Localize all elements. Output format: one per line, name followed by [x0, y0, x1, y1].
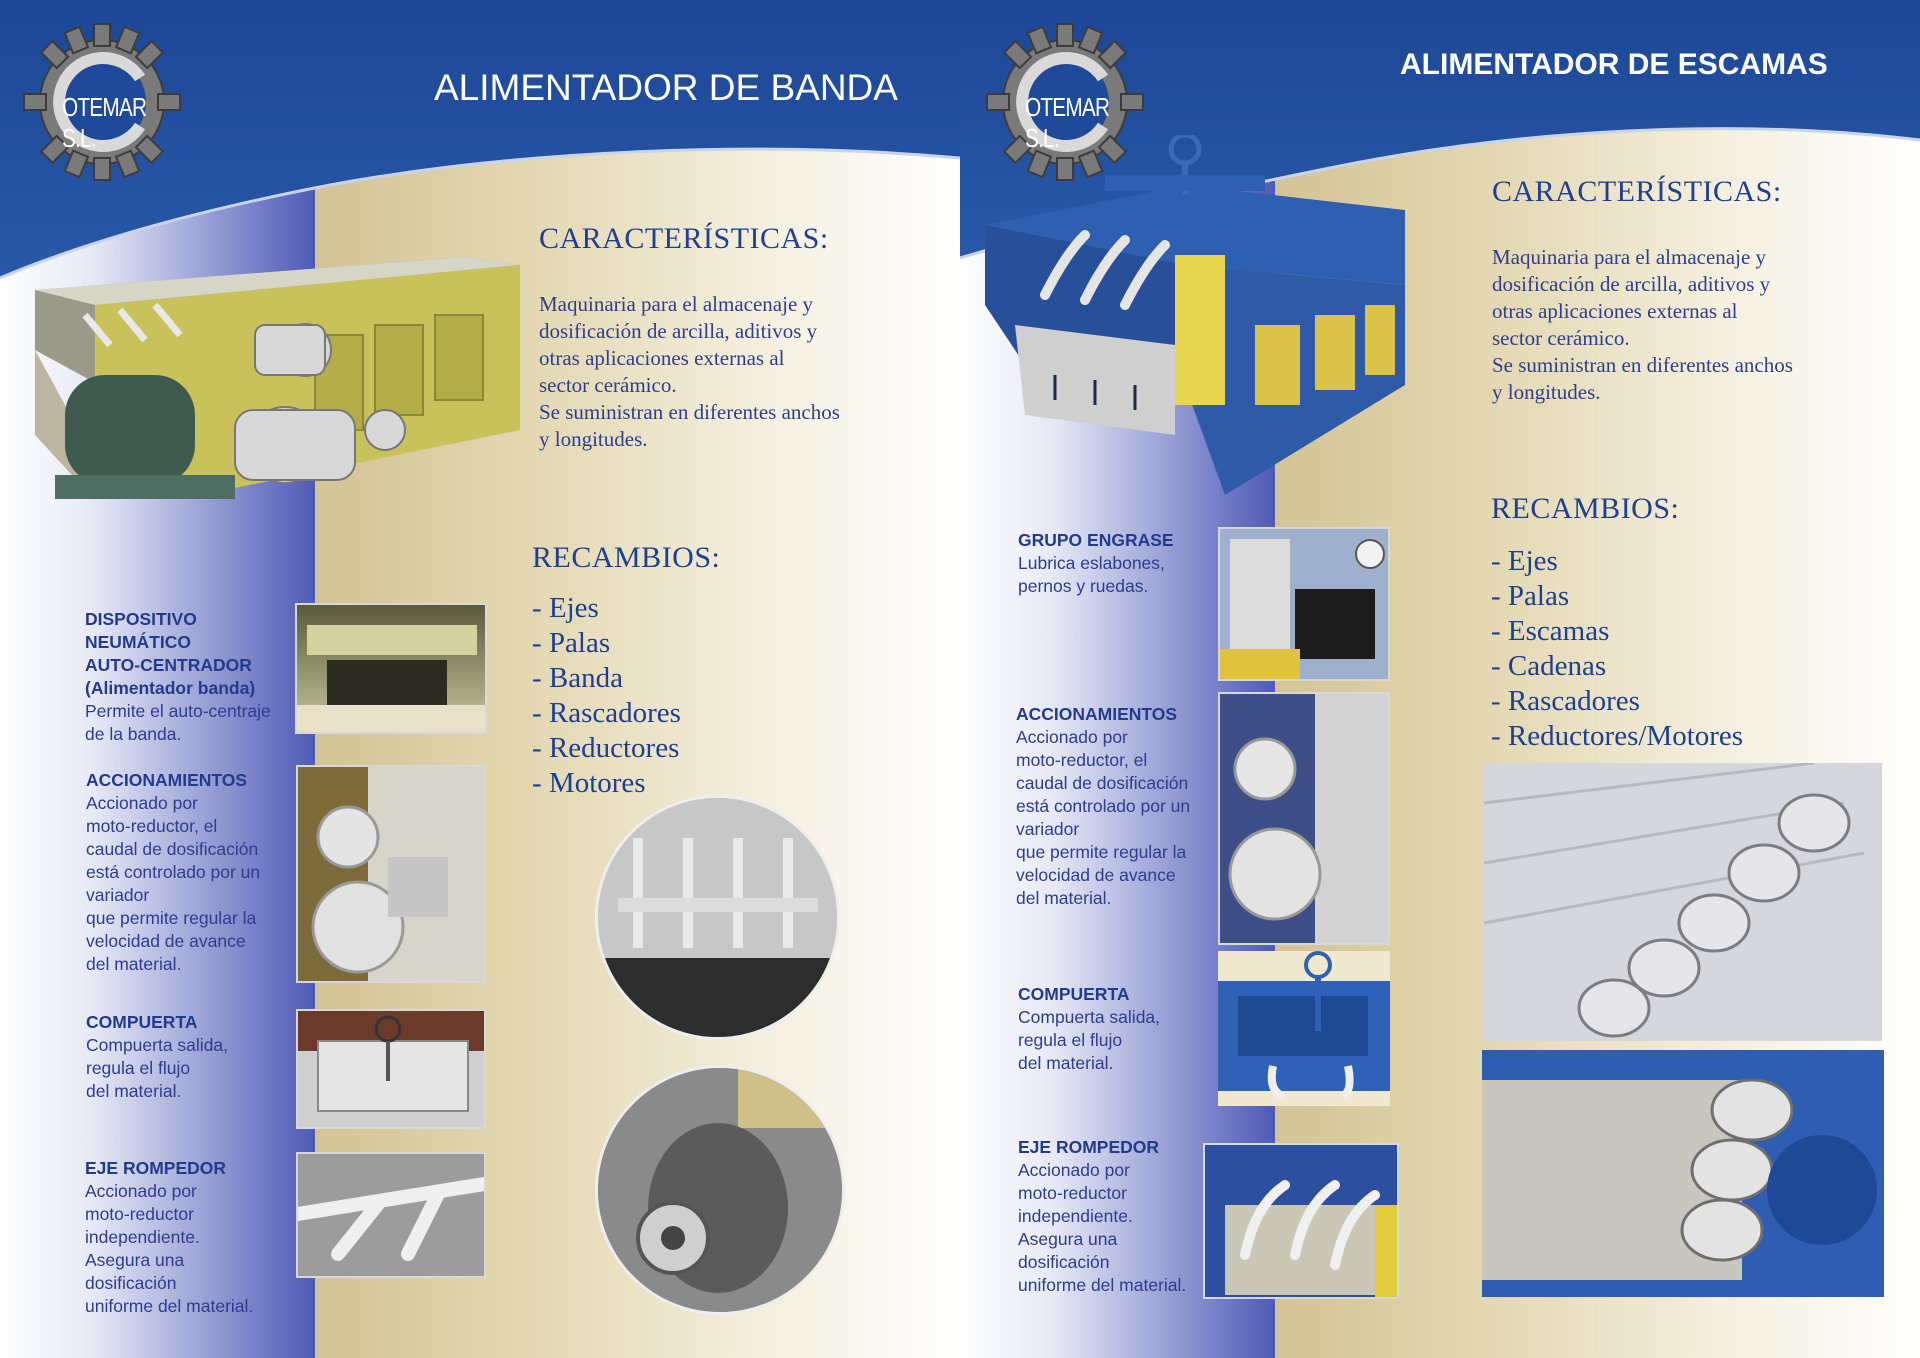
characteristics-line: Maquinaria para el almacenaje y: [539, 292, 814, 316]
circle-photo-palas: [595, 795, 840, 1040]
characteristics-line: y longitudes.: [1492, 380, 1601, 404]
machine-photo-banda: [15, 245, 525, 515]
feature-eje-rompedor: [85, 1157, 253, 1318]
feature-line: está controlado por un: [86, 862, 261, 882]
feature-line: Asegura una: [85, 1250, 185, 1270]
spares-heading: RECAMBIOS:: [1491, 492, 1680, 525]
company-logo: [22, 22, 182, 182]
spare-item: - Banda: [532, 662, 623, 694]
feature-heading: ACCIONAMIENTOS: [1016, 704, 1178, 724]
feature-line: variador: [86, 885, 150, 905]
characteristics-line: sector cerámico.: [1492, 326, 1630, 350]
feature-line: moto-reductor: [1018, 1183, 1127, 1203]
feature-accionamientos: [1016, 703, 1190, 910]
characteristics-line: otras aplicaciones externas al: [539, 346, 785, 370]
spare-item: - Palas: [1491, 580, 1570, 612]
machine-photo-escamas: [985, 135, 1440, 505]
characteristics-line: dosificación de arcilla, aditivos y: [1492, 272, 1771, 296]
feature-heading: ACCIONAMIENTOS: [86, 770, 248, 790]
photo-escamas-cadena: [1484, 763, 1882, 1041]
feature-heading: EJE ROMPEDOR: [85, 1158, 226, 1178]
feature-heading: DISPOSITIVO: [85, 609, 197, 629]
feature-line: Accionado por: [1018, 1160, 1130, 1180]
circle-photo-rodillo-illustration: [598, 1068, 842, 1312]
photo-accionamientos-illustration: [1220, 694, 1388, 943]
characteristics-line: y longitudes.: [539, 427, 648, 451]
spare-item: - Reductores: [532, 732, 680, 764]
feature-heading: GRUPO ENGRASE: [1018, 530, 1174, 550]
page-alimentador-escamas: [960, 0, 1920, 1358]
feature-line: que permite regular la: [86, 908, 257, 928]
feature-line: Lubrica eslabones,: [1018, 553, 1165, 573]
photo-accionamientos: [1218, 692, 1390, 945]
feature-heading: AUTO-CENTRADOR: [85, 655, 252, 675]
feature-line: regula el flujo: [1018, 1030, 1123, 1050]
photo-eje-rompedor-illustration: [1205, 1145, 1397, 1297]
photo-accionamientos-illustration: [298, 767, 484, 981]
circle-photo-rodillo: [595, 1065, 845, 1315]
spare-item: - Escamas: [1491, 615, 1610, 647]
feature-line: dosificación: [1018, 1252, 1110, 1272]
characteristics-line: Se suministran en diferentes anchos: [539, 400, 840, 424]
photo-eje-rompedor: [296, 1152, 486, 1278]
characteristics-line: otras aplicaciones externas al: [1492, 299, 1738, 323]
characteristics-line: Se suministran en diferentes anchos: [1492, 353, 1793, 377]
photo-dispositivo-illustration: [297, 605, 485, 732]
feature-line: Accionado por: [86, 793, 198, 813]
feature-heading: COMPUERTA: [1018, 984, 1130, 1004]
spare-item: - Rascadores: [1491, 685, 1640, 717]
characteristics-line: sector cerámico.: [539, 373, 677, 397]
photo-grupo-engrase: [1218, 527, 1390, 681]
spare-item: - Rascadores: [532, 697, 681, 729]
feature-line: pernos y ruedas.: [1018, 576, 1149, 596]
feature-dispositivo: [85, 608, 271, 746]
feature-heading: (Alimentador banda): [85, 678, 256, 698]
feature-compuerta: [1018, 983, 1160, 1075]
feature-line: uniforme del material.: [1018, 1275, 1187, 1295]
logo-text: OTEMAR S.L.: [62, 92, 147, 153]
circle-photo-palas-illustration: [598, 798, 837, 1037]
feature-line: moto-reductor, el: [1016, 750, 1148, 770]
page-title: ALIMENTADOR DE ESCAMAS: [1400, 48, 1828, 81]
photo-grupo-engrase-illustration: [1220, 529, 1388, 679]
photo-escamas-cadena-illustration: [1484, 763, 1882, 1041]
feature-line: uniforme del material.: [85, 1296, 254, 1316]
spare-item: - Motores: [532, 767, 646, 799]
characteristics-text: [1492, 244, 1793, 406]
feature-line: que permite regular la: [1016, 842, 1187, 862]
feature-line: caudal de dosificación: [86, 839, 259, 859]
feature-line: independiente.: [85, 1227, 200, 1247]
feature-line: moto-reductor, el: [86, 816, 218, 836]
feature-line: Asegura una: [1018, 1229, 1118, 1249]
spare-item: - Cadenas: [1491, 650, 1607, 682]
feature-compuerta: [86, 1011, 228, 1103]
characteristics-heading: CARACTERÍSTICAS:: [539, 222, 829, 255]
feature-line: Permite el auto-centraje: [85, 701, 271, 721]
photo-compuerta-illustration: [298, 1011, 484, 1127]
feature-accionamientos: [86, 769, 260, 976]
photo-escamas-rueda-illustration: [1482, 1050, 1884, 1297]
feature-line: independiente.: [1018, 1206, 1133, 1226]
spare-item: - Reductores/Motores: [1491, 720, 1744, 752]
feature-line: variador: [1016, 819, 1080, 839]
characteristics-text: [539, 291, 840, 453]
feature-line: del material.: [1016, 888, 1112, 908]
feature-eje-rompedor: [1018, 1136, 1186, 1297]
photo-compuerta-illustration: [1218, 951, 1390, 1106]
spare-item: - Ejes: [532, 592, 599, 624]
feature-heading: EJE ROMPEDOR: [1018, 1137, 1159, 1157]
feature-line: velocidad de avance: [1016, 865, 1176, 885]
spares-heading: RECAMBIOS:: [532, 541, 721, 574]
feature-line: Compuerta salida,: [86, 1035, 229, 1055]
feature-line: está controlado por un: [1016, 796, 1191, 816]
feature-line: caudal de dosificación: [1016, 773, 1189, 793]
characteristics-line: Maquinaria para el almacenaje y: [1492, 245, 1767, 269]
feature-line: dosificación: [85, 1273, 177, 1293]
feature-line: del material.: [1018, 1053, 1114, 1073]
feature-line: moto-reductor: [85, 1204, 194, 1224]
feature-line: del material.: [86, 1081, 182, 1101]
feature-line: velocidad de avance: [86, 931, 246, 951]
feature-line: Accionado por: [85, 1181, 197, 1201]
photo-escamas-rueda: [1482, 1050, 1884, 1297]
spares-list: [1491, 544, 1743, 754]
spare-item: - Ejes: [1491, 545, 1558, 577]
feature-line: del material.: [86, 954, 182, 974]
photo-compuerta: [1218, 951, 1390, 1106]
characteristics-heading: CARACTERÍSTICAS:: [1492, 175, 1782, 208]
feature-line: regula el flujo: [86, 1058, 191, 1078]
feature-line: de la banda.: [85, 724, 182, 744]
spare-item: - Palas: [532, 627, 611, 659]
photo-accionamientos: [296, 765, 486, 983]
logo-text: OTEMAR S.L.: [1025, 92, 1110, 153]
feature-line: Accionado por: [1016, 727, 1128, 747]
photo-eje-rompedor: [1203, 1143, 1399, 1299]
feature-grupo-engrase: [1018, 529, 1174, 598]
photo-eje-rompedor-illustration: [298, 1154, 484, 1276]
characteristics-line: dosificación de arcilla, aditivos y: [539, 319, 818, 343]
photo-compuerta: [296, 1009, 486, 1129]
feature-heading: NEUMÁTICO: [85, 632, 191, 652]
feature-heading: COMPUERTA: [86, 1012, 198, 1032]
feature-line: Compuerta salida,: [1018, 1007, 1161, 1027]
page-title: ALIMENTADOR DE BANDA: [434, 67, 898, 108]
spares-list: [532, 591, 681, 801]
photo-dispositivo: [295, 603, 487, 734]
